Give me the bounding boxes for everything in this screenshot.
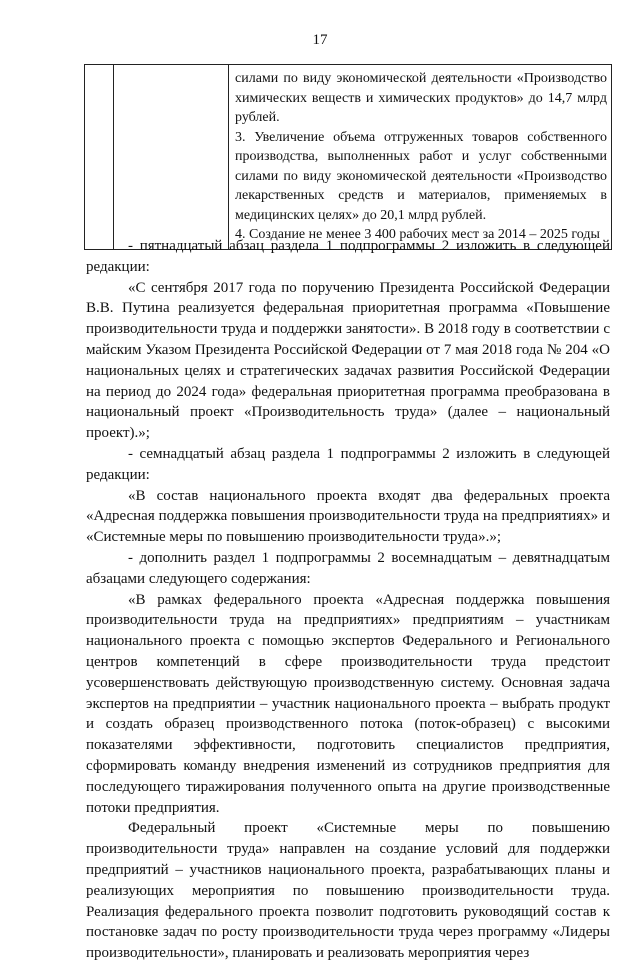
table-cell-empty-1 — [85, 65, 114, 250]
table-cell-indicators — [229, 65, 612, 250]
table-cell-empty-2 — [114, 65, 229, 250]
goals-table — [84, 64, 612, 250]
indicator-text: силами по виду экономической деятельности «Производство химических веществ и химических продуктов» до 14,7 млрд рублей. — [235, 71, 607, 125]
page-number: 17 — [312, 32, 328, 48]
paragraph: «В состав национального проекта входят два федеральных проекта «Адресная поддержка повышения производительности труда на предприятиях» и «Системные меры по повышению производительности труда».»; — [86, 487, 610, 546]
paragraph: - семнадцатый абзац раздела 1 подпрограммы 2 изложить в следующей редакции: — [86, 445, 610, 483]
paragraph: «С сентября 2017 года по поручению Президента Российской Федерации В.В. Путина реализуется федеральная приоритетная программа «Повышение производительности труда и поддержки занятости». В 2018 году в соответствии с майским Указом Президента Российской Федерации от 7 мая 2018 года № 204 «О национальных целях и стратегических задачах развития Российской Федерации на период до 2024 года» федеральная приоритетная программа преобразована в национальный проект «Производительность труда» (далее – национальный проект).»; — [86, 279, 610, 442]
paragraph: Федеральный проект «Системные меры по повышению производительности труда» направлен на создание условий для поддержки предприятий – участников национального проекта, разрабатывающих планы и реализующих мероприятия по повышению производительности труда. Реализация федерального проекта позволит подготовить руководящий состав к постановке задач по росту производительности труда через программу «Лидеры производительности», планировать и реализовать мероприятия через — [86, 820, 610, 962]
indicator-text: 4. Создание не менее 3 400 рабочих мест за 2014 – 2025 годы — [235, 227, 600, 242]
paragraph: «В рамках федерального проекта «Адресная поддержка повышения производительности труда на предприятиях» предприятиям – участникам национального проекта с помощью экспертов Федерального и Регионального центров компетенций в сфере производительности труда предстоит усовершенствовать действующую производственную систему. Основная задача экспертов на предприятии – участник национального проекта – выбрать продукт и создать образец производственного потока (поток-образец) с высокими показателями эффективности, подготовить специалистов предприятия, сформировать команду внедрения изменений из сотрудников предприятия для последующего тиражирования полученного опыта на другие производственные потоки предприятия. — [86, 591, 610, 816]
indicator-text: 3. Увеличение объема отгруженных товаров собственного производства, выполненных работ и услуг собственными силами по виду экономической деятельности «Производство лекарственных средств и материалов, применяемых в медицинских целях» до 20,1 млрд рублей. — [235, 129, 607, 223]
table-row — [85, 65, 612, 250]
paragraph: - пятнадцатый абзац раздела 1 подпрограммы 2 изложить в следующей редакции: — [86, 238, 610, 275]
paragraph: - дополнить раздел 1 подпрограммы 2 восемнадцатым – девятнадцатым абзацами следующего содержания: — [86, 549, 610, 587]
document-body — [86, 236, 610, 964]
